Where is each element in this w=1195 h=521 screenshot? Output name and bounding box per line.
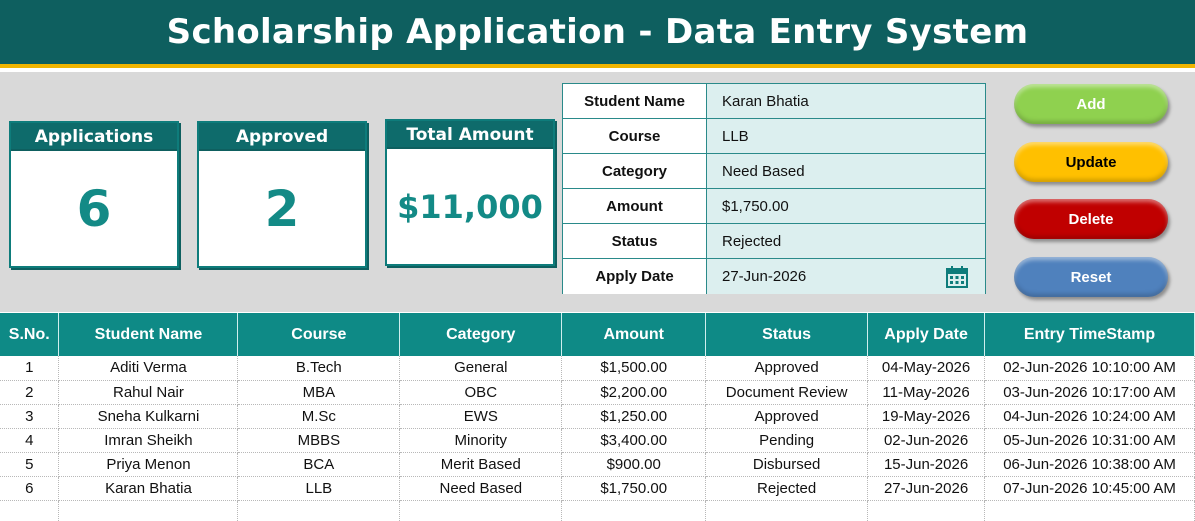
col-header-sno[interactable]: S.No. [0, 313, 59, 356]
applications-card [9, 121, 179, 268]
cell-category[interactable]: Need Based [400, 476, 562, 500]
delete-button[interactable]: Delete [1014, 199, 1168, 239]
cell-amount[interactable]: $3,400.00 [562, 428, 706, 452]
cell-entry-timestamp[interactable]: 06-Jun-2026 10:38:00 AM [985, 452, 1195, 476]
cell-course[interactable]: M.Sc [238, 404, 400, 428]
applications-table [0, 313, 1195, 521]
applications-label: Applications [11, 123, 177, 151]
form-row-apply-date [563, 259, 985, 294]
cell-sno[interactable]: 2 [0, 380, 59, 404]
approved-value: 2 [264, 179, 300, 238]
total-amount-value: $11,000 [397, 187, 543, 226]
update-button[interactable]: Update [1014, 142, 1168, 182]
category-label: Category [563, 154, 707, 188]
status-label: Status [563, 224, 707, 258]
empty-cell[interactable] [59, 500, 238, 521]
apply-date-label: Apply Date [563, 259, 707, 294]
cell-status[interactable]: Pending [706, 428, 868, 452]
entry-form [562, 83, 986, 294]
cell-sno[interactable]: 6 [0, 476, 59, 500]
empty-cell[interactable] [868, 500, 985, 521]
cell-status[interactable]: Disbursed [706, 452, 868, 476]
apply-date-value: 27-Jun-2026 [722, 268, 807, 285]
empty-cell[interactable] [0, 500, 59, 521]
cell-course[interactable]: B.Tech [238, 356, 400, 380]
col-header-category[interactable]: Category [400, 313, 562, 356]
cell-entry-timestamp[interactable]: 05-Jun-2026 10:31:00 AM [985, 428, 1195, 452]
empty-cell[interactable] [562, 500, 706, 521]
cell-status[interactable]: Approved [706, 404, 868, 428]
applications-value: 6 [76, 179, 112, 238]
cell-student-name[interactable]: Rahul Nair [59, 380, 238, 404]
form-row-student-name [563, 84, 985, 119]
cell-student-name[interactable]: Aditi Verma [59, 356, 238, 380]
total-amount-card [385, 119, 555, 266]
student-name-field[interactable]: Karan Bhatia [707, 84, 985, 118]
approved-label: Approved [199, 123, 365, 151]
amount-field[interactable]: $1,750.00 [707, 189, 985, 223]
cell-amount[interactable]: $900.00 [562, 452, 706, 476]
cell-course[interactable]: LLB [238, 476, 400, 500]
add-button[interactable]: Add [1014, 84, 1168, 124]
cell-apply-date[interactable]: 15-Jun-2026 [868, 452, 985, 476]
cell-course[interactable]: MBA [238, 380, 400, 404]
cell-apply-date[interactable]: 02-Jun-2026 [868, 428, 985, 452]
course-label: Course [563, 119, 707, 153]
page-title: Scholarship Application - Data Entry System [166, 12, 1029, 52]
form-row-course [563, 119, 985, 154]
table-row[interactable] [0, 380, 1195, 404]
cell-sno[interactable]: 4 [0, 428, 59, 452]
cell-apply-date[interactable]: 19-May-2026 [868, 404, 985, 428]
amount-label: Amount [563, 189, 707, 223]
cell-student-name[interactable]: Priya Menon [59, 452, 238, 476]
calendar-icon[interactable] [945, 265, 969, 289]
status-field[interactable]: Rejected [707, 224, 985, 258]
cell-apply-date[interactable]: 27-Jun-2026 [868, 476, 985, 500]
cell-entry-timestamp[interactable]: 03-Jun-2026 10:17:00 AM [985, 380, 1195, 404]
cell-entry-timestamp[interactable]: 02-Jun-2026 10:10:00 AM [985, 356, 1195, 380]
col-header-course[interactable]: Course [238, 313, 400, 356]
cell-sno[interactable]: 1 [0, 356, 59, 380]
cell-student-name[interactable]: Imran Sheikh [59, 428, 238, 452]
cell-status[interactable]: Approved [706, 356, 868, 380]
cell-amount[interactable]: $2,200.00 [562, 380, 706, 404]
cell-category[interactable]: EWS [400, 404, 562, 428]
total-amount-label: Total Amount [387, 121, 553, 149]
title-bar [0, 0, 1195, 68]
col-header-student-name[interactable]: Student Name [59, 313, 238, 356]
cell-entry-timestamp[interactable]: 07-Jun-2026 10:45:00 AM [985, 476, 1195, 500]
form-row-amount [563, 189, 985, 224]
cell-apply-date[interactable]: 04-May-2026 [868, 356, 985, 380]
cell-category[interactable]: Minority [400, 428, 562, 452]
cell-category[interactable]: OBC [400, 380, 562, 404]
cell-course[interactable]: MBBS [238, 428, 400, 452]
empty-cell[interactable] [238, 500, 400, 521]
col-header-entry-timestamp[interactable]: Entry TimeStamp [985, 313, 1195, 356]
cell-status[interactable]: Rejected [706, 476, 868, 500]
cell-apply-date[interactable]: 11-May-2026 [868, 380, 985, 404]
form-row-status [563, 224, 985, 259]
apply-date-field[interactable] [707, 259, 985, 294]
col-header-apply-date[interactable]: Apply Date [868, 313, 985, 356]
cell-category[interactable]: Merit Based [400, 452, 562, 476]
student-name-label: Student Name [563, 84, 707, 118]
form-row-category [563, 154, 985, 189]
cell-sno[interactable]: 5 [0, 452, 59, 476]
cell-amount[interactable]: $1,500.00 [562, 356, 706, 380]
empty-row[interactable] [0, 500, 1195, 521]
cell-amount[interactable]: $1,750.00 [562, 476, 706, 500]
cell-status[interactable]: Document Review [706, 380, 868, 404]
col-header-amount[interactable]: Amount [562, 313, 706, 356]
table-row[interactable] [0, 428, 1195, 452]
cell-amount[interactable]: $1,250.00 [562, 404, 706, 428]
cell-course[interactable]: BCA [238, 452, 400, 476]
cell-student-name[interactable]: Karan Bhatia [59, 476, 238, 500]
empty-cell[interactable] [400, 500, 562, 521]
cell-entry-timestamp[interactable]: 04-Jun-2026 10:24:00 AM [985, 404, 1195, 428]
table-row[interactable] [0, 452, 1195, 476]
reset-button[interactable]: Reset [1014, 257, 1168, 297]
cell-category[interactable]: General [400, 356, 562, 380]
empty-cell[interactable] [706, 500, 868, 521]
table-header-row [0, 313, 1195, 356]
course-field[interactable]: LLB [707, 119, 985, 153]
table-row[interactable] [0, 356, 1195, 380]
empty-cell[interactable] [985, 500, 1195, 521]
category-field[interactable]: Need Based [707, 154, 985, 188]
table-row[interactable] [0, 476, 1195, 500]
cell-student-name[interactable]: Sneha Kulkarni [59, 404, 238, 428]
table-row[interactable] [0, 404, 1195, 428]
approved-card [197, 121, 367, 268]
col-header-status[interactable]: Status [706, 313, 868, 356]
cell-sno[interactable]: 3 [0, 404, 59, 428]
